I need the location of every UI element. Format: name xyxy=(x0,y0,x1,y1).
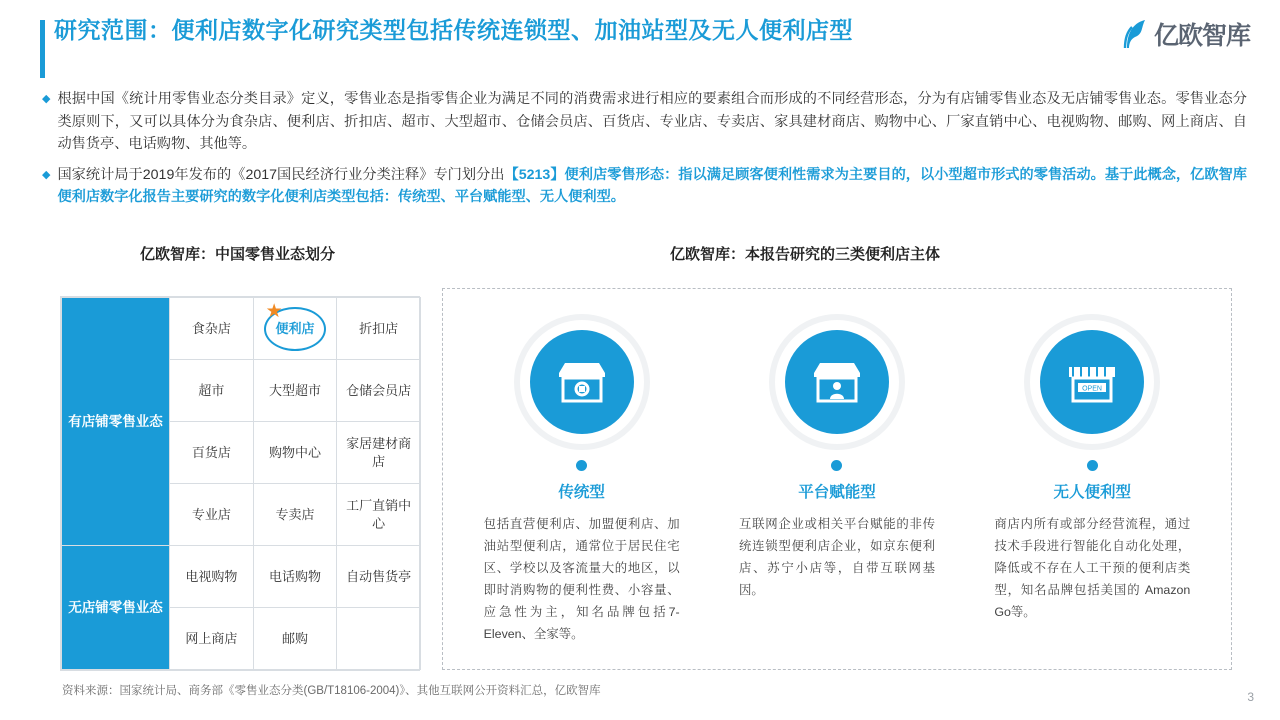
table-cell: 网上商店 xyxy=(170,608,254,670)
table-cell: 家居建材商店 xyxy=(337,422,421,484)
table-category-instore: 有店铺零售业态 xyxy=(62,298,170,546)
table-cell: 大型超市 xyxy=(253,360,337,422)
table-cell: 工厂直销中心 xyxy=(337,484,421,546)
card-body: 互联网企业或相关平台赋能的非传统连锁型便利店企业，如京东便利店、苏宁小店等，自带互联网基因。 xyxy=(738,517,935,597)
title-accent-bar xyxy=(40,20,45,78)
logo-text: 亿欧智库 xyxy=(1153,22,1250,50)
store-type-card-traditional xyxy=(468,314,696,670)
right-section-heading: 亿欧智库：本报告研究的三类便利店主体 xyxy=(670,246,941,263)
page-number: 3 xyxy=(1247,690,1254,704)
svg-text:OPEN: OPEN xyxy=(1082,385,1103,393)
bullet-list xyxy=(42,88,1247,217)
bullet-item-1 xyxy=(42,88,1247,156)
page-title xyxy=(40,14,1080,47)
connector-dot xyxy=(1087,460,1098,471)
store-type-cards xyxy=(442,288,1232,670)
table-cell-label: 便利店 xyxy=(275,320,315,336)
card-title: 传统型 xyxy=(558,484,605,501)
card-body: 商店内所有或部分经营流程，通过技术手段进行智能化自动化处理，降低或不存在人工干预的便利店类型，知名品牌包括美国的 Amazon Go等。 xyxy=(994,517,1191,619)
table-row xyxy=(62,298,421,360)
table-cell: 折扣店 xyxy=(337,298,421,360)
connector-dot xyxy=(831,460,842,471)
bullet-text-2 xyxy=(57,164,1247,209)
diamond-icon: ◆ xyxy=(42,93,51,105)
card-title: 无人便利型 xyxy=(1053,484,1132,501)
store-type-card-unmanned xyxy=(978,314,1206,670)
table-row xyxy=(62,546,421,608)
connector-dot xyxy=(576,460,587,471)
table-cell: 超市 xyxy=(170,360,254,422)
table-cell: 电话购物 xyxy=(253,546,337,608)
table-cell: 购物中心 xyxy=(253,422,337,484)
bullet-highlight-text: 【5213】便利店零售形态：指以满足顾客便利性需求为主要目的，以小型超市形式的零售活动。基于此概念，亿欧智库便利店数字化报告主要研究的数字化便利店类型包括：传统型、平台赋能型、无人便利型。 xyxy=(57,166,1247,205)
open-store-icon xyxy=(1040,330,1144,434)
table-cell: 食杂店 xyxy=(170,298,254,360)
table-cell-highlighted-convenience-store xyxy=(253,298,337,360)
table-cell: 专卖店 xyxy=(253,484,337,546)
card-title: 平台赋能型 xyxy=(798,484,876,501)
table-cell xyxy=(337,608,421,670)
title-text: 研究范围：便利店数字化研究类型包括传统连锁型、加油站型及无人便利店型 xyxy=(54,17,853,43)
star-icon: ★ xyxy=(265,301,283,322)
table-category-nonstore: 无店铺零售业态 xyxy=(62,546,170,670)
icon-ring xyxy=(1024,314,1160,450)
icon-ring xyxy=(769,314,905,450)
table-cell: 专业店 xyxy=(170,484,254,546)
source-note: 资料来源：国家统计局、商务部《零售业态分类(GB/T18106-2004)》、其他互联网公开资料汇总，亿欧智库 xyxy=(62,685,601,697)
table-cell: 仓储会员店 xyxy=(337,360,421,422)
retail-format-table xyxy=(60,296,420,671)
left-section-heading: 亿欧智库：中国零售业态划分 xyxy=(140,246,336,263)
table-cell: 百货店 xyxy=(170,422,254,484)
card-body: 包括直营便利店、加盟便利店、加油站型便利店，通常位于居民住宅区、学校以及客流量大的地区，以即时消购物的便利性费、小容量、应急性为主，知名品牌包括7-Eleven、全家等。 xyxy=(483,517,680,641)
icon-ring xyxy=(514,314,650,450)
table-cell: 电视购物 xyxy=(170,546,254,608)
logo-leaf-icon xyxy=(1123,19,1149,49)
bullet-item-2 xyxy=(42,164,1247,209)
store-type-card-platform xyxy=(723,314,951,670)
platform-store-icon xyxy=(785,330,889,434)
table-cell: 自动售货亭 xyxy=(337,546,421,608)
diamond-icon: ◆ xyxy=(42,168,51,181)
bullet-lead-text: 国家统计局于2019年发布的《2017国民经济行业分类注释》专门划分出 xyxy=(57,166,505,183)
table-cell: 邮购 xyxy=(253,608,337,670)
brand-logo xyxy=(1123,16,1250,52)
bullet-text-1: 根据中国《统计用零售业态分类目录》定义，零售业态是指零售企业为满足不同的消费需求进行相应的要素组合而形成的不同经营形态，分为有店铺零售业态及无店铺零售业态。零售业态分类原则下，又可以具体分为食杂店、便利店、折扣店、超市、大型超市、仓储会员店、百货店、专业店、专卖店、家具建材商店、购物中心、厂家直销中心、电视购物、邮购、网上商店、自动售货亭、电话购物、其他等。 xyxy=(57,91,1247,152)
storefront-icon xyxy=(530,330,634,434)
